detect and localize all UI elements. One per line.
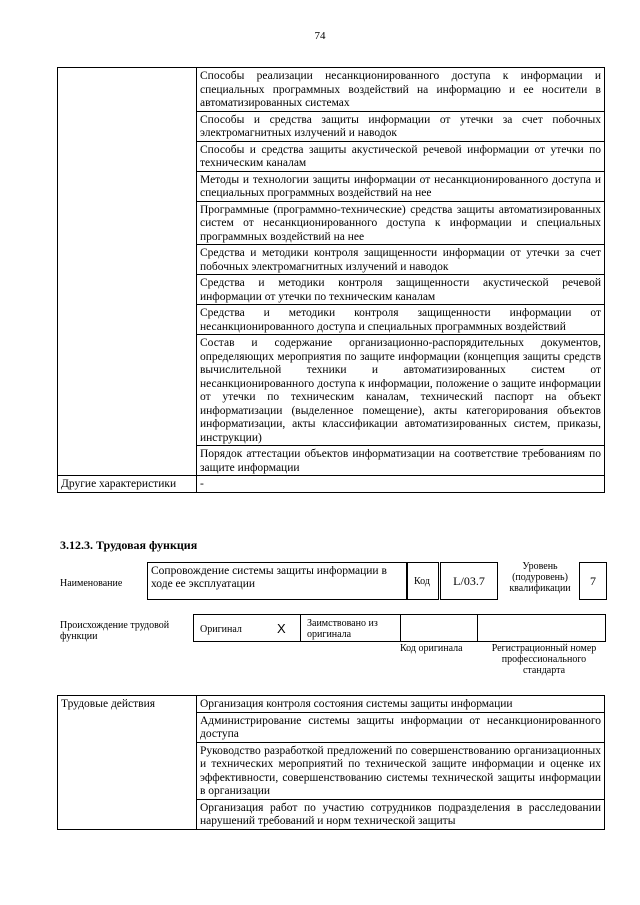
original-mark: X [277, 621, 286, 636]
actions-label: Трудовые действия [58, 696, 197, 830]
borrowed-label: Заимствовано из оригинала [307, 618, 378, 640]
reg-number-label: Регистрационный номер профессионального стандарта [491, 643, 597, 676]
other-characteristics-label: Другие характеристики [58, 476, 197, 493]
table-cell: Способы и средства защиты акустической речевой информации от утечки по техническим каналам [197, 141, 605, 171]
table-cell: Состав и содержание организационно-распорядительных документов, определяющих мероприятия по защите информации (концепция защиты средств вычислительной техники и автоматизированных систем от несанкционированного доступа к информации, положение о защите информации от утечки по техническим каналам, технический паспорт на объект информатизации (выделенное помещение), акты категорирования объектов информатизации, акты классификации автоматизированных систем, приказы, инструкции) [197, 335, 605, 446]
code-original-label: Код оригинала [400, 643, 463, 654]
knowledge-table [57, 67, 605, 493]
table-cell: Средства и методики контроля защищенности акустической речевой информации от утечки по техническим каналам [197, 275, 605, 305]
empty-label-cell [58, 68, 197, 476]
table-cell: Способы реализации несанкционированного доступа к информации и специальных программных воздействий на информацию и ее носители в автоматизированных системах [197, 68, 605, 112]
table-row [58, 68, 605, 112]
function-name-box: Сопровождение системы защиты информации в ходе ее эксплуатации [147, 562, 407, 600]
original-label: Оригинал [200, 624, 242, 635]
table-cell: Средства и методики контроля защищенности информации от несанкционированного доступа и специальных программных воздействий [197, 305, 605, 335]
table-cell: Руководство разработкой предложений по совершенствованию организационных и технических мероприятий по технической защите информации и оценке их эффективности, совершенствованию системы технической защиты информации в организации [197, 742, 605, 799]
origin-row [193, 614, 606, 642]
table-cell: Организация контроля состояния системы защиты информации [197, 696, 605, 713]
borrowed-cell [300, 614, 401, 642]
level-value: 7 [579, 562, 607, 600]
table-cell: Средства и методики контроля защищенности информации от утечки за счет побочных электромагнитных излучений и наводок [197, 245, 605, 275]
table-cell: Организация работ по участию сотрудников подразделения в расследовании нарушений требований и норм технической защиты [197, 799, 605, 829]
code-original-cell [400, 614, 478, 642]
code-value: L/03.7 [440, 562, 498, 600]
code-label: Код [407, 562, 439, 600]
level-label: Уровень (подуровень) квалификации [509, 561, 571, 594]
other-characteristics-value: - [197, 476, 605, 493]
name-label: Наименование [60, 578, 123, 589]
table-row [58, 476, 605, 493]
page-number: 74 [314, 30, 326, 42]
section-title: 3.12.3. Трудовая функция [60, 538, 198, 552]
actions-table [57, 695, 605, 830]
table-cell: Методы и технологии защиты информации от несанкционированного доступа и специальных программных воздействий на нее [197, 171, 605, 201]
table-row [58, 696, 605, 713]
reg-number-cell [477, 614, 606, 642]
table-cell: Администрирование системы защиты информации от несанкционированного доступа [197, 712, 605, 742]
origin-label: Происхождение трудовой функции [60, 620, 170, 642]
table-cell: Порядок аттестации объектов информатизации на соответствие требованиям по защите информации [197, 446, 605, 476]
table-cell: Способы и средства защиты информации от утечки за счет побочных электромагнитных излучений и наводок [197, 111, 605, 141]
table-cell: Программные (программно-технические) средства защиты автоматизированных систем от несанкционированного доступа к информации и специальных программных воздействий на нее [197, 201, 605, 245]
